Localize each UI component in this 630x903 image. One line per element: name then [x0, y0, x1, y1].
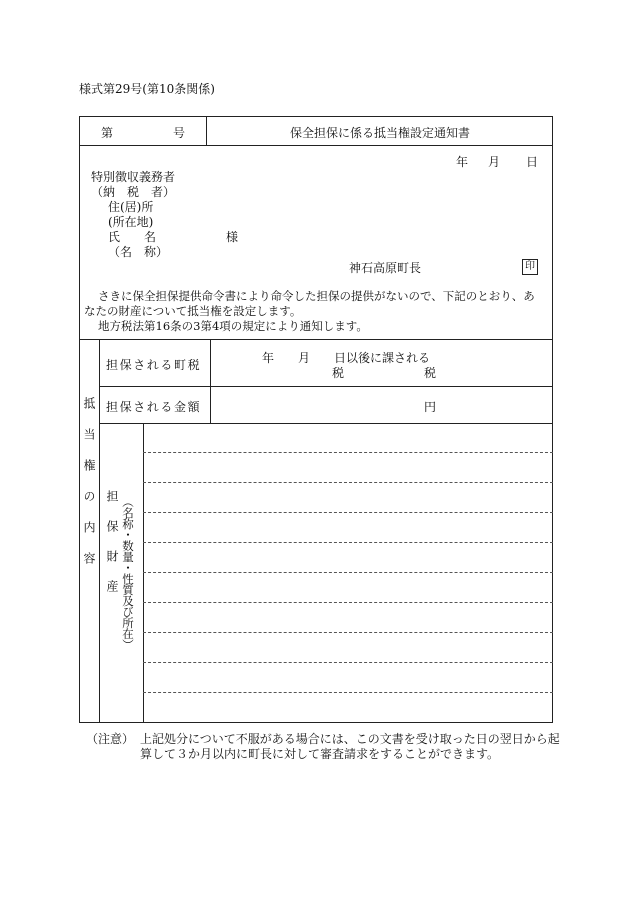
tax-value-zei-left: 税 [332, 366, 345, 380]
tax-row-bottom-line [99, 386, 553, 387]
amount-row-bottom-line [99, 423, 553, 424]
section-divider [99, 339, 100, 723]
form-label: 様式第29号(第10条関係) [79, 82, 215, 96]
label-column-divider [210, 339, 211, 423]
amount-label: 担保される金額 [106, 400, 202, 414]
body-line-2: なたの財産について抵当権を設定します。 [84, 304, 302, 318]
note-line-2: 算して３か月以内に町長に対して審査請求をすることができます。 [140, 747, 500, 761]
recipient-role-alt: （納 税 者） [91, 185, 176, 199]
recipient-role: 特別徴収義務者 [91, 170, 176, 184]
body-line-3: 地方税法第16条の3第4項の規定により通知します。 [98, 319, 368, 333]
amount-unit: 円 [424, 400, 437, 414]
tax-value-date: 年 月 日以後に課される [262, 351, 431, 365]
address-label: 住(居)所 [108, 200, 154, 214]
name-label: 氏 名 [108, 230, 157, 244]
property-entry-line [143, 602, 553, 603]
note-line-1: 上記処分について不服がある場合には、この文書を受け取った日の翌日から起 [140, 732, 560, 746]
header-vertical-divider [206, 116, 207, 145]
property-entry-line [143, 572, 553, 573]
note-label: （注意） [86, 732, 135, 746]
body-line-1: さきに保全担保提供命令書により命令した担保の提供がないので、下記のとおり、あ [98, 289, 535, 303]
date-month: 月 [488, 155, 501, 169]
property-entry-line [143, 662, 553, 663]
property-note: （名称・数量・性質及び所在） [121, 496, 135, 650]
tax-label: 担保される町税 [106, 358, 202, 372]
honorific: 様 [226, 230, 239, 244]
property-label: 担保財産 [105, 490, 119, 610]
property-entry-line [143, 632, 553, 633]
property-entry-line [143, 692, 553, 693]
issuer-name: 神石高原町長 [349, 261, 422, 275]
section-label: 抵当権の内容 [82, 397, 96, 583]
date-day: 日 [526, 155, 539, 169]
property-label-divider [143, 423, 144, 723]
property-entry-line [143, 482, 553, 483]
property-entry-line [143, 452, 553, 453]
name-alt-label: （名 称） [108, 245, 169, 259]
property-entry-line [143, 512, 553, 513]
header-divider [79, 145, 553, 146]
seal-mark: 印 [522, 259, 538, 275]
details-top-line [79, 339, 553, 340]
number-suffix: 号 [173, 126, 186, 140]
property-entry-line [143, 542, 553, 543]
location-label: (所在地) [108, 215, 154, 229]
tax-value-zei-right: 税 [424, 366, 437, 380]
document-title: 保全担保に係る抵当権設定通知書 [290, 126, 471, 140]
number-prefix: 第 [101, 126, 114, 140]
date-year: 年 [456, 155, 469, 169]
